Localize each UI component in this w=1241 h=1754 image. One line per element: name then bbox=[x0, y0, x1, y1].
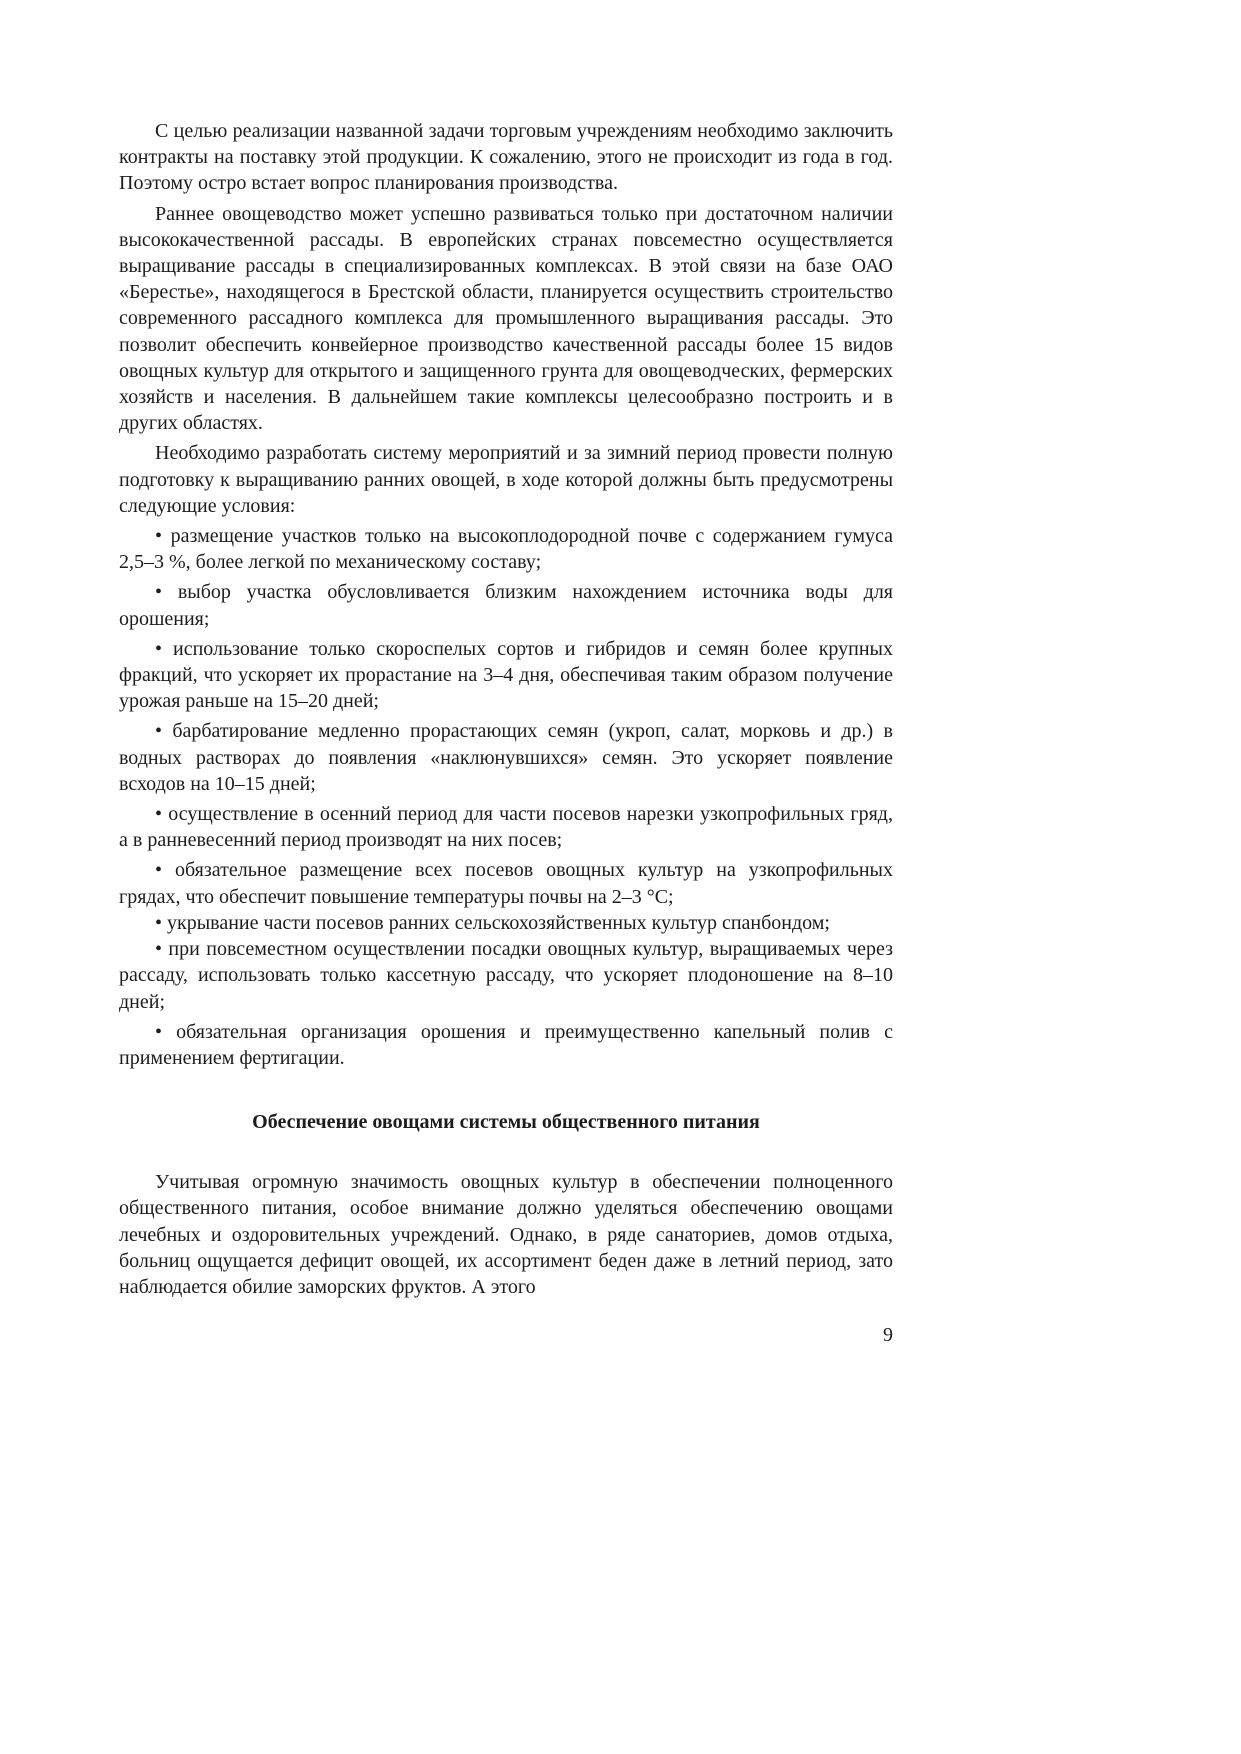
paragraph-intro-1: С целью реализации названной задачи торговым учреждениям необходимо заключить контракты на поставку этой продукции. К сожалению, этого не происходит из года в год. Поэтому остро встает вопрос планирования производства. bbox=[119, 120, 893, 195]
bullet-item: • обязательная организация орошения и преимущественно капельный полив с применением фертигации. bbox=[119, 1020, 893, 1069]
bullet-item: • размещение участков только на высокоплодородной почве с содержанием гумуса 2,5–3 %, более легкой по механическому составу; bbox=[119, 525, 893, 574]
page-body bbox=[119, 118, 893, 1300]
bullet-item: • укрывание части посевов ранних сельскохозяйственных культур спанбондом; bbox=[155, 911, 830, 934]
bullet-item: • выбор участка обусловливается близким нахождением источника воды для орошения; bbox=[119, 581, 893, 630]
paragraph-intro-2: Раннее овощеводство может успешно развиваться только при достаточном наличии высококачественной рассады. В европейских странах повсеместно осуществляется выращивание рассады в специализированных комплексах. В этой связи на базе ОАО «Берестье», находящегося в Брестской области, планируется осуществить строительство современного рассадного комплекса для промышленного выращивания рассады. Это позволит обеспечить конвейерное производство качественной рассады более 15 видов овощных культур для открытого и защищенного грунта для овощеводческих, фермерских хозяйств и населения. В дальнейшем такие комплексы целесообразно построить и в других областях. bbox=[119, 202, 893, 435]
bullet-item: • осуществление в осенний период для части посевов нарезки узкопрофильных гряд, а в ранневесенний период производят на них посев; bbox=[119, 803, 893, 852]
section-heading: Обеспечение овощами системы общественного питания bbox=[252, 1111, 760, 1134]
bullet-item: • использование только скороспелых сортов и гибридов и семян более крупных фракций, что ускоряет их прорастание на 3–4 дня, обеспечивая таким образом получение урожая раньше на 15–20 дней; bbox=[119, 637, 893, 713]
bullet-item: • при повсеместном осуществлении посадки овощных культур, выращиваемых через рассаду, использовать только кассетную рассаду, что ускоряет плодоношение на 8–10 дней; bbox=[119, 938, 893, 1013]
page-number: 9 bbox=[883, 1324, 893, 1346]
paragraph-intro-3: Необходимо разработать систему мероприятий и за зимний период провести полную подготовку к выращиванию ранних овощей, в ходе которой должны быть предусмотрены следующие условия: bbox=[119, 442, 893, 517]
bullet-item: • обязательное размещение всех посевов овощных культур на узкопрофильных грядах, что обеспечит повышение температуры почвы на 2–3 °С; bbox=[119, 859, 893, 908]
paragraph-section-1: Учитывая огромную значимость овощных культур в обеспечении полноценного общественного питания, особое внимание должно уделяться обеспечению овощами лечебных и оздоровительных учреждений. Однако, в ряде санаториев, домов отдыха, больниц ощущается дефицит овощей, их ассортимент беден даже в летний период, зато наблюдается обилие заморских фруктов. А этого bbox=[119, 1171, 893, 1298]
bullet-item: • барбатирование медленно прорастающих семян (укроп, салат, морковь и др.) в водных растворах до появления «наклюнувшихся» семян. Это ускоряет появление всходов на 10–15 дней; bbox=[119, 720, 893, 795]
